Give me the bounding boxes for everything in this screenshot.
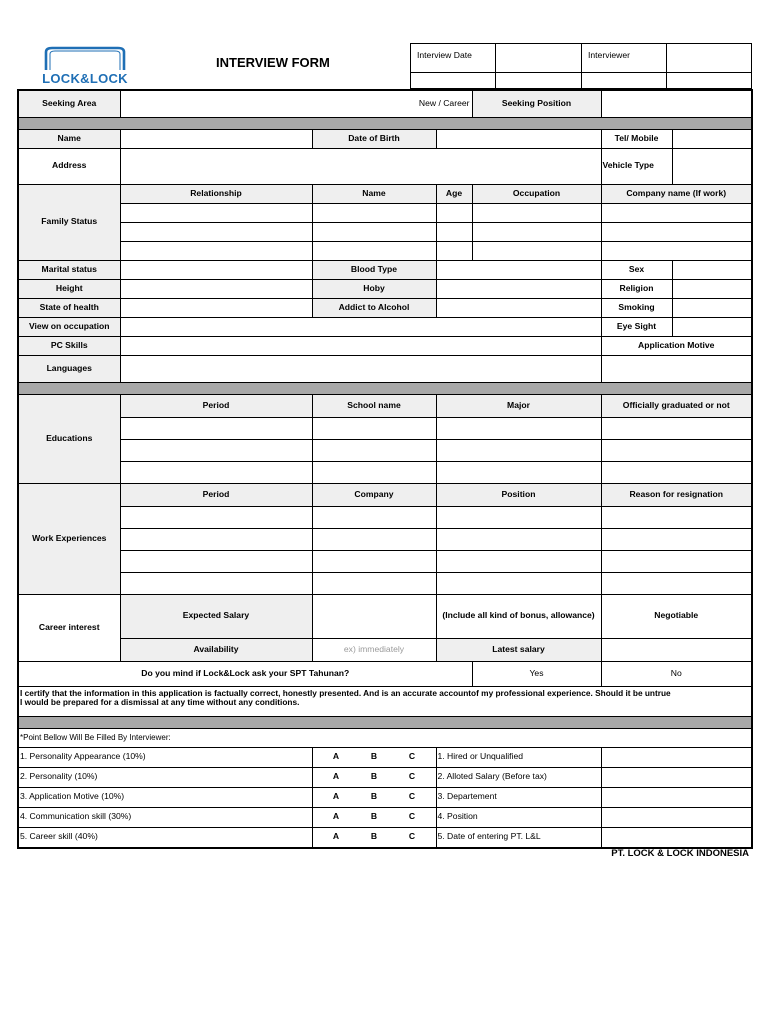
work-cell[interactable] xyxy=(601,572,752,594)
criterion-label: 5. Career skill (40%) xyxy=(18,827,312,848)
family-col-company: Company name (If work) xyxy=(601,184,752,203)
pc-skills-label: PC Skills xyxy=(18,336,120,355)
education-cell[interactable] xyxy=(312,417,436,439)
family-cell[interactable] xyxy=(120,203,312,222)
family-cell[interactable] xyxy=(312,203,436,222)
certification-line-2: I would be prepared for a dismissal at any time without any conditions. xyxy=(20,697,300,708)
family-cell[interactable] xyxy=(601,203,752,222)
application-motive-label: Application Motive xyxy=(601,336,752,355)
rating-b[interactable]: B xyxy=(370,791,378,802)
educations-label: Educations xyxy=(18,394,120,483)
company-footer: PT. LOCK & LOCK INDONESIA xyxy=(611,848,749,859)
education-cell[interactable] xyxy=(436,461,601,483)
availability-field[interactable]: ex) immediately xyxy=(312,638,436,661)
header-blank-cell xyxy=(667,73,752,89)
form-title: INTERVIEW FORM xyxy=(216,55,330,70)
interviewer-note: *Point Bellow Will Be Filled By Interviewer: xyxy=(18,728,752,747)
family-cell[interactable] xyxy=(120,241,312,260)
seeking-position-label: Seeking Position xyxy=(472,90,601,117)
decision-field[interactable] xyxy=(601,807,752,827)
height-field[interactable] xyxy=(120,279,312,298)
work-cell[interactable] xyxy=(312,506,436,528)
address-label: Address xyxy=(18,148,120,184)
spt-yes-option[interactable]: Yes xyxy=(472,661,601,686)
blood-type-field[interactable] xyxy=(436,260,601,279)
seeking-area-field[interactable] xyxy=(120,90,472,117)
rating-a[interactable]: A xyxy=(332,811,340,822)
dob-field[interactable] xyxy=(436,129,601,148)
education-cell[interactable] xyxy=(312,461,436,483)
view-on-occupation-label: View on occupation xyxy=(18,317,120,336)
rating-abc[interactable] xyxy=(312,807,436,827)
interview-date-field[interactable] xyxy=(496,44,582,73)
smoking-label: Smoking xyxy=(601,298,672,317)
family-col-occupation: Occupation xyxy=(472,184,601,203)
name-label: Name xyxy=(18,129,120,148)
vehicle-type-field[interactable] xyxy=(672,148,752,184)
work-cell[interactable] xyxy=(120,550,312,572)
lock-lid-icon xyxy=(22,46,148,72)
family-col-relationship: Relationship xyxy=(120,184,312,203)
work-col-period: Period xyxy=(120,483,312,506)
religion-field[interactable] xyxy=(672,279,752,298)
sex-field[interactable] xyxy=(672,260,752,279)
rating-abc[interactable] xyxy=(312,787,436,807)
tel-label: Tel/ Mobile xyxy=(601,129,672,148)
alcohol-field[interactable] xyxy=(436,298,601,317)
family-cell[interactable] xyxy=(601,241,752,260)
religion-label: Religion xyxy=(601,279,672,298)
new-career-text: New / Career xyxy=(418,97,470,108)
work-cell[interactable] xyxy=(436,528,601,550)
hoby-field[interactable] xyxy=(436,279,601,298)
latest-salary-label: Latest salary xyxy=(436,638,601,661)
section-divider xyxy=(18,117,752,129)
criterion-label: 2. Personality (10%) xyxy=(18,767,312,787)
education-cell[interactable] xyxy=(601,417,752,439)
spt-question: Do you mind if Lock&Lock ask your SPT Tahunan? xyxy=(18,661,472,686)
work-cell[interactable] xyxy=(601,550,752,572)
career-interest-label: Career interest xyxy=(18,594,120,661)
certification-line-1: I certify that the information in this application is factually correct, honestly presented. And is an accurate accountof my professional experience. Should it be untrue xyxy=(20,687,671,698)
seeking-area-label: Seeking Area xyxy=(18,90,120,117)
latest-salary-field[interactable] xyxy=(601,638,752,661)
languages-label: Languages xyxy=(18,355,120,382)
family-cell[interactable] xyxy=(120,222,312,241)
education-cell[interactable] xyxy=(312,439,436,461)
criterion-label: 3. Application Motive (10%) xyxy=(18,787,312,807)
interviewer-field[interactable] xyxy=(667,44,752,73)
header-table xyxy=(410,43,752,89)
availability-label: Availability xyxy=(120,638,312,661)
rating-c[interactable]: C xyxy=(408,831,416,842)
education-cell[interactable] xyxy=(601,439,752,461)
expected-salary-field[interactable] xyxy=(312,594,436,638)
rating-a[interactable]: A xyxy=(332,831,340,842)
edu-col-school: School name xyxy=(312,394,436,417)
decision-field[interactable] xyxy=(601,747,752,767)
decision-field[interactable] xyxy=(601,767,752,787)
rating-c[interactable]: C xyxy=(408,751,416,762)
languages-field[interactable] xyxy=(120,355,601,382)
sex-label: Sex xyxy=(601,260,672,279)
rating-b[interactable]: B xyxy=(370,751,378,762)
view-on-occupation-field[interactable] xyxy=(120,317,601,336)
address-field[interactable] xyxy=(120,148,601,184)
expected-salary-label: Expected Salary xyxy=(120,594,312,638)
education-cell[interactable] xyxy=(120,439,312,461)
work-cell[interactable] xyxy=(312,550,436,572)
decision-field[interactable] xyxy=(601,787,752,807)
work-cell[interactable] xyxy=(436,550,601,572)
hoby-label: Hoby xyxy=(312,279,436,298)
edu-col-major: Major xyxy=(436,394,601,417)
alcohol-label: Addict to Alcohol xyxy=(312,298,436,317)
education-cell[interactable] xyxy=(601,461,752,483)
work-col-position: Position xyxy=(436,483,601,506)
header-blank-cell xyxy=(582,73,667,89)
education-cell[interactable] xyxy=(120,461,312,483)
decision-label: 5. Date of entering PT. L&L xyxy=(436,827,601,848)
work-cell[interactable] xyxy=(120,572,312,594)
interviewer-label: Interviewer xyxy=(582,44,667,73)
family-cell[interactable] xyxy=(312,222,436,241)
application-motive-field[interactable] xyxy=(601,355,752,382)
rating-abc[interactable] xyxy=(312,747,436,767)
marital-status-field[interactable] xyxy=(120,260,312,279)
rating-b[interactable]: B xyxy=(370,811,378,822)
decision-label: 3. Departement xyxy=(436,787,601,807)
vehicle-type-label: Vehicle Type xyxy=(601,148,672,184)
spt-no-option[interactable]: No xyxy=(601,661,752,686)
work-cell[interactable] xyxy=(601,528,752,550)
rating-c[interactable]: C xyxy=(408,771,416,782)
edu-col-graduated: Officially graduated or not xyxy=(601,394,752,417)
family-cell[interactable] xyxy=(472,241,601,260)
dob-label: Date of Birth xyxy=(312,129,436,148)
header-blank-cell xyxy=(411,73,496,89)
interview-date-label: Interview Date xyxy=(411,44,496,73)
section-divider xyxy=(18,716,752,728)
family-col-age: Age xyxy=(436,184,472,203)
logo-wordmark: LOCK&LOCK xyxy=(42,71,128,86)
family-status-label: Family Status xyxy=(18,184,120,260)
bonus-note: (Include all kind of bonus, allowance) xyxy=(436,594,601,638)
section-divider xyxy=(18,382,752,394)
state-of-health-field[interactable] xyxy=(120,298,312,317)
family-col-name: Name xyxy=(312,184,436,203)
education-cell[interactable] xyxy=(120,417,312,439)
negotiable-label: Negotiable xyxy=(601,594,752,638)
work-col-company: Company xyxy=(312,483,436,506)
eye-sight-label: Eye Sight xyxy=(601,317,672,336)
work-col-reason: Reason for resignation xyxy=(601,483,752,506)
work-cell[interactable] xyxy=(601,506,752,528)
decision-label: 2. Alloted Salary (Before tax) xyxy=(436,767,601,787)
family-cell[interactable] xyxy=(436,222,472,241)
decision-field[interactable] xyxy=(601,827,752,848)
criterion-label: 1. Personality Appearance (10%) xyxy=(18,747,312,767)
work-cell[interactable] xyxy=(312,572,436,594)
family-cell[interactable] xyxy=(312,241,436,260)
rating-a[interactable]: A xyxy=(332,771,340,782)
work-cell[interactable] xyxy=(436,506,601,528)
rating-a[interactable]: A xyxy=(332,791,340,802)
family-cell[interactable] xyxy=(472,203,601,222)
eye-sight-field[interactable] xyxy=(672,317,752,336)
rating-abc[interactable] xyxy=(312,767,436,787)
company-logo xyxy=(22,46,148,86)
work-cell[interactable] xyxy=(436,572,601,594)
height-label: Height xyxy=(18,279,120,298)
rating-b[interactable]: B xyxy=(370,831,378,842)
family-cell[interactable] xyxy=(601,222,752,241)
family-cell[interactable] xyxy=(472,222,601,241)
criterion-label: 4. Communication skill (30%) xyxy=(18,807,312,827)
seeking-position-field[interactable] xyxy=(601,90,752,117)
family-cell[interactable] xyxy=(436,203,472,222)
certification-statement xyxy=(18,686,752,716)
name-field[interactable] xyxy=(120,129,312,148)
tel-field[interactable] xyxy=(672,129,752,148)
education-cell[interactable] xyxy=(436,417,601,439)
rating-b[interactable]: B xyxy=(370,771,378,782)
decision-label: 4. Position xyxy=(436,807,601,827)
family-cell[interactable] xyxy=(436,241,472,260)
marital-status-label: Marital status xyxy=(18,260,120,279)
rating-abc[interactable] xyxy=(312,827,436,848)
work-cell[interactable] xyxy=(120,528,312,550)
work-cell[interactable] xyxy=(120,506,312,528)
blood-type-label: Blood Type xyxy=(312,260,436,279)
state-of-health-label: State of health xyxy=(18,298,120,317)
smoking-field[interactable] xyxy=(672,298,752,317)
work-experiences-label: Work Experiences xyxy=(18,483,120,594)
pc-skills-field[interactable] xyxy=(120,336,601,355)
interview-form-table xyxy=(17,89,753,849)
header-blank-cell xyxy=(496,73,582,89)
edu-col-period: Period xyxy=(120,394,312,417)
work-cell[interactable] xyxy=(312,528,436,550)
rating-a[interactable]: A xyxy=(332,751,340,762)
decision-label: 1. Hired or Unqualified xyxy=(436,747,601,767)
rating-c[interactable]: C xyxy=(408,811,416,822)
education-cell[interactable] xyxy=(436,439,601,461)
rating-c[interactable]: C xyxy=(408,791,416,802)
